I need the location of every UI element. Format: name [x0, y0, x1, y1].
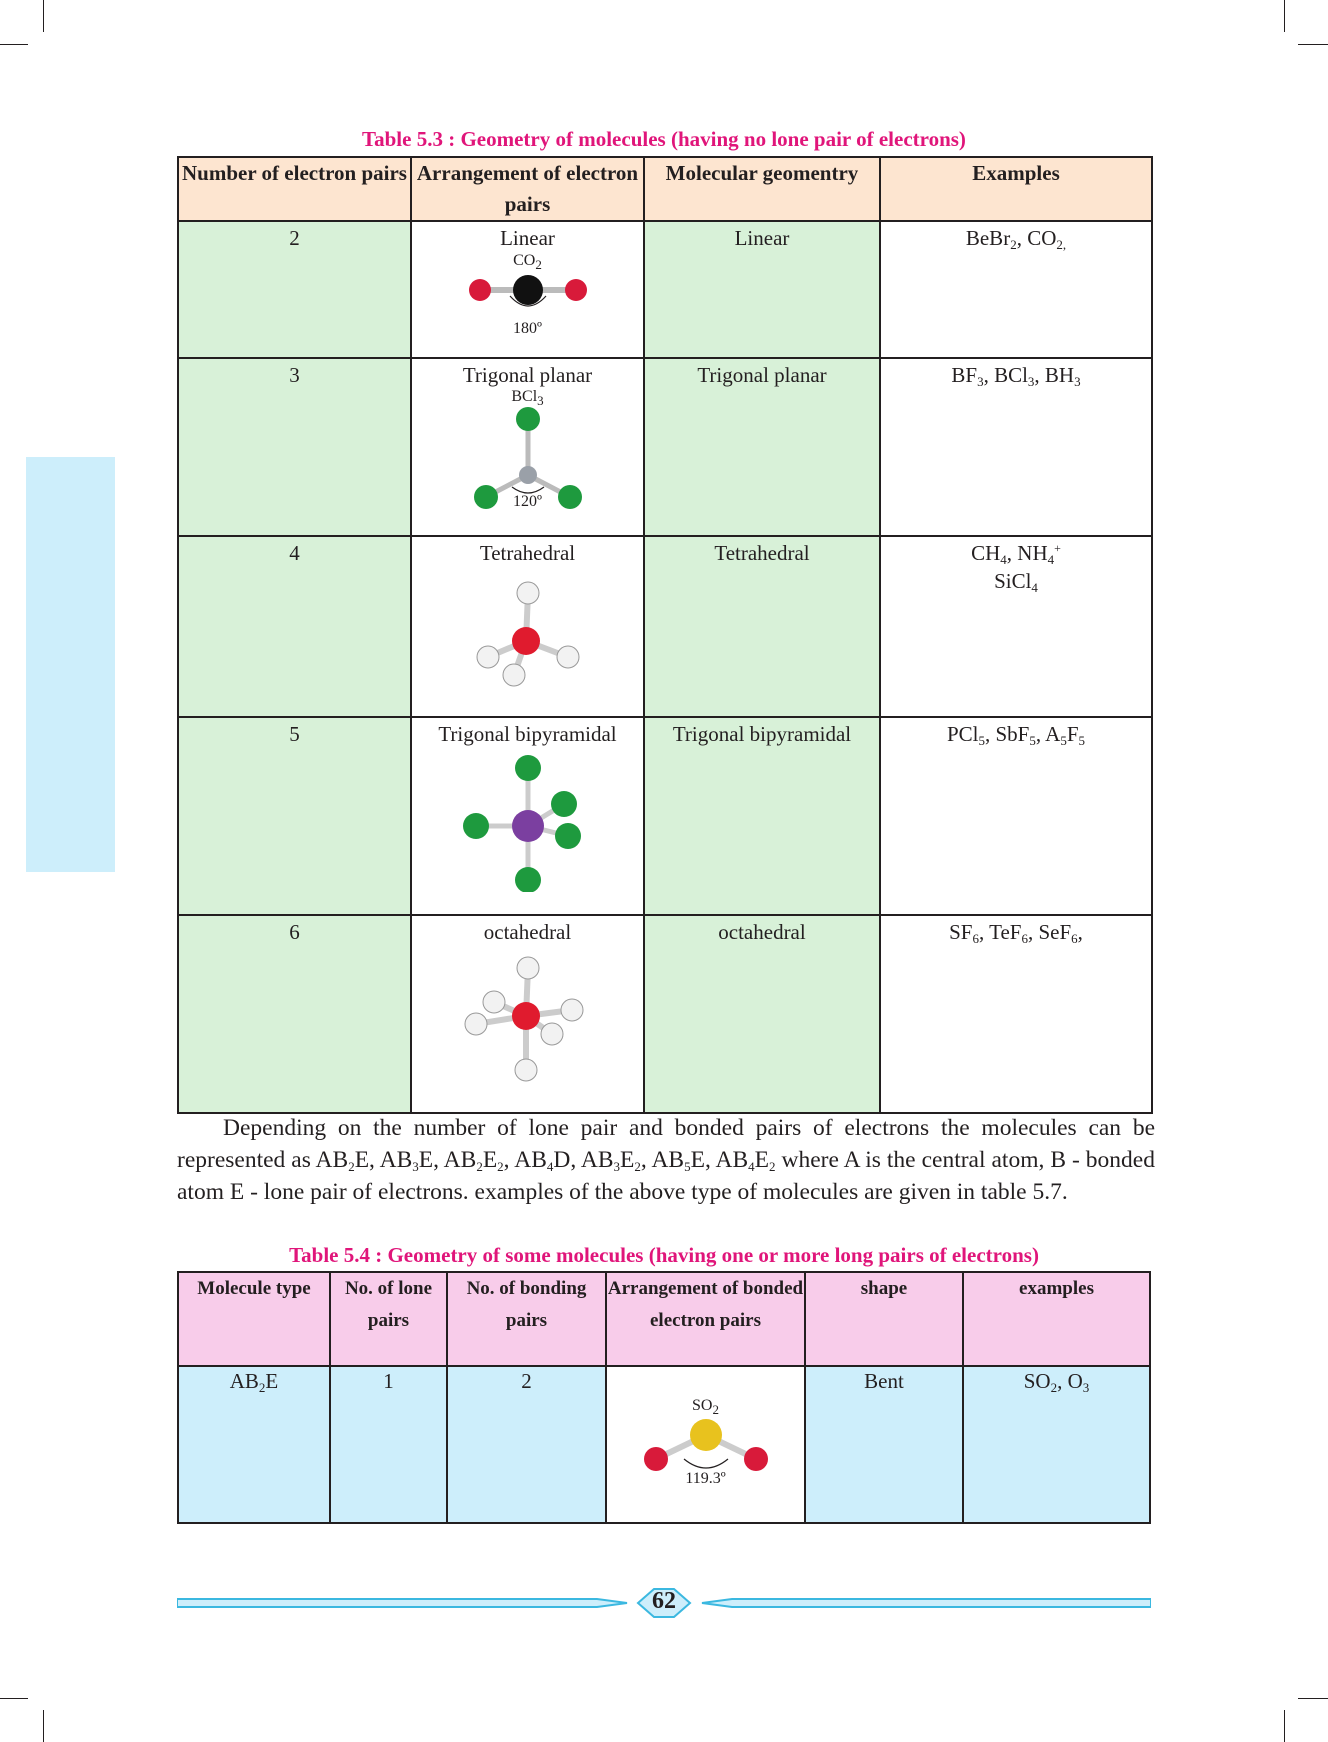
- table-5-3-caption: Table 5.3 : Geometry of molecules (having no lone pair of electrons): [362, 127, 966, 151]
- table-row: [178, 717, 1152, 915]
- crop-mark: [43, 0, 44, 32]
- examples-cell: $SF_6$, TeF$_6$, SeF$_6$,: [880, 915, 1152, 1113]
- examples-line: $CH_4$, $NH_4^+$: [971, 541, 1061, 567]
- shape-cell: Bent: [805, 1366, 963, 1523]
- examples-cell: PCl$_5$, SbF$_5$, $A_5F_5$: [880, 717, 1152, 915]
- table-5-4-caption: Table 5.4 : Geometry of some molecules (having one or more long pairs of electrons): [289, 1243, 1039, 1267]
- body-paragraph: Depending on the number of lone pair and bonded pairs of electrons the molecules can be represented as $AB_2E$, $AB_3E$, $AB_2E_2$, $AB_4D$, $AB_3E_2$, $AB_5E$, $AB_4E_2$ where A is the central atom, B - bonded atom E - lone pair of electrons. examples of the above type of molecules are given in table 5.7.: [177, 1115, 1155, 1205]
- table-row: [178, 1366, 1150, 1523]
- header-arrangement: Arrangement of electron pairs: [411, 157, 644, 221]
- geometry-cell: Linear: [644, 221, 880, 358]
- trigonal-bipyramidal-model: [458, 752, 598, 892]
- arrangement-label: Tetrahedral: [479, 541, 576, 565]
- page-number: 62: [652, 1588, 676, 1614]
- crop-mark: [43, 1710, 44, 1742]
- header-lone-pairs: No. of lone pairs: [330, 1272, 447, 1366]
- geometry-cell: Trigonal bipyramidal: [644, 717, 880, 915]
- crop-mark: [1284, 1710, 1285, 1742]
- arrangement-cell: [606, 1366, 805, 1523]
- examples-cell: BeBr$_2$, $CO_{2,}$: [880, 221, 1152, 358]
- arrangement-label: Trigonal bipyramidal: [438, 722, 617, 746]
- so2-bent-model: [636, 1415, 776, 1477]
- header-molecule-type: Molecule type: [178, 1272, 330, 1366]
- arrangement-cell: [411, 358, 644, 536]
- geometry-cell: Tetrahedral: [644, 536, 880, 717]
- pairs-cell: 3: [178, 358, 411, 536]
- header-arrangement: Arrangement of bonded electron pairs: [606, 1272, 805, 1366]
- bond-angle-label: 180º: [513, 320, 542, 337]
- co2-linear-model: [468, 270, 588, 320]
- table-header-row: [178, 1272, 1150, 1366]
- arrangement-label: Trigonal planar: [462, 363, 593, 387]
- crop-mark: [1298, 44, 1328, 45]
- examples-line: SiCl$_4$: [994, 569, 1038, 595]
- geometry-cell: Trigonal planar: [644, 358, 880, 536]
- molecule-type-cell: $AB_2E$: [178, 1366, 330, 1523]
- header-examples: Examples: [880, 157, 1152, 221]
- header-examples: examples: [963, 1272, 1150, 1366]
- pairs-cell: 2: [178, 221, 411, 358]
- tetrahedral-model: [468, 571, 588, 701]
- table-5-4: [177, 1271, 1151, 1524]
- crop-mark: [1284, 0, 1285, 32]
- table-row: [178, 915, 1152, 1113]
- header-shape: shape: [805, 1272, 963, 1366]
- table-row: [178, 221, 1152, 358]
- chapter-side-tab: [26, 457, 115, 872]
- table-5-3: [177, 156, 1153, 1114]
- crop-mark: [0, 1698, 28, 1699]
- model-label: $CO_2$: [513, 252, 542, 272]
- pairs-cell: 5: [178, 717, 411, 915]
- arrangement-label: octahedral: [483, 920, 572, 944]
- crop-mark: [0, 44, 28, 45]
- model-label: BCl$_3$: [511, 388, 544, 408]
- arrangement-cell: [411, 536, 644, 717]
- model-label: $SO_2$: [692, 1397, 719, 1417]
- arrangement-cell: [411, 221, 644, 358]
- bond-angle-label: 119.3º: [685, 1470, 726, 1487]
- arrangement-cell: [411, 717, 644, 915]
- arrangement-label: Linear: [500, 226, 555, 250]
- lone-pairs-cell: 1: [330, 1366, 447, 1523]
- header-bonding-pairs: No. of bonding pairs: [447, 1272, 606, 1366]
- table-row: [178, 536, 1152, 717]
- examples-cell: [880, 536, 1152, 717]
- examples-cell: $SO_2$, $O_3$: [963, 1366, 1150, 1523]
- arrangement-cell: [411, 915, 644, 1113]
- crop-mark: [1298, 1698, 1328, 1699]
- pairs-cell: 6: [178, 915, 411, 1113]
- table-row: [178, 358, 1152, 536]
- geometry-cell: octahedral: [644, 915, 880, 1113]
- header-geometry: Molecular geomentry: [644, 157, 880, 221]
- examples-cell: $BF_3$, BCl$_3$, $BH_3$: [880, 358, 1152, 536]
- bonding-pairs-cell: 2: [447, 1366, 606, 1523]
- bond-angle-label: 120º: [513, 493, 542, 510]
- pairs-cell: 4: [178, 536, 411, 717]
- header-number-of-pairs: Number of electron pairs: [178, 157, 411, 221]
- table-header-row: [178, 157, 1152, 221]
- octahedral-model: [458, 954, 598, 1090]
